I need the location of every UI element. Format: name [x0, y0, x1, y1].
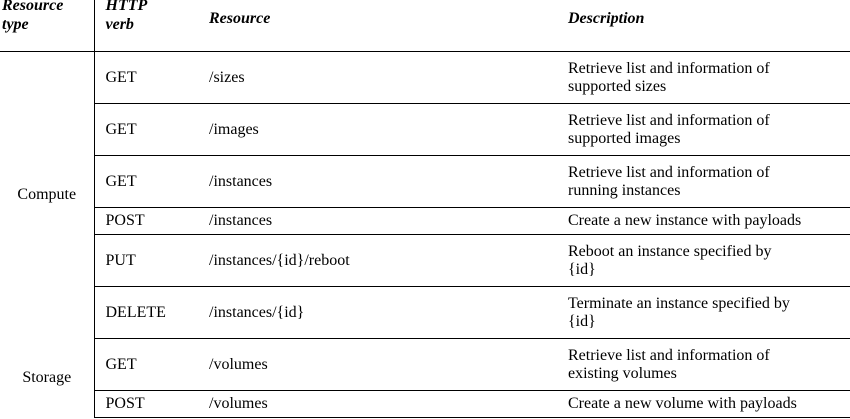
- table-row: [0, 391, 850, 418]
- http-verb-cell: GET: [94, 104, 201, 156]
- description-cell: [561, 52, 850, 104]
- description-line: Retrieve list and information of: [568, 346, 770, 364]
- description-line: existing volumes: [568, 364, 677, 382]
- table-row: [0, 235, 850, 287]
- description-line: {id}: [568, 312, 596, 330]
- description-line: running instances: [568, 181, 681, 199]
- resource-path-cell: /images: [201, 104, 561, 156]
- description-line: Reboot an instance specified by: [568, 242, 772, 260]
- table-row: [0, 339, 850, 391]
- header-resource: Resource: [201, 0, 561, 52]
- resource-path-cell: /instances: [201, 208, 561, 235]
- resource-path-cell: /instances/{id}/reboot: [201, 235, 561, 287]
- description-line: supported images: [568, 129, 681, 147]
- table-body: [0, 52, 850, 418]
- http-verb-cell: GET: [94, 52, 201, 104]
- table-row: [0, 287, 850, 339]
- resource-path-cell: /volumes: [201, 391, 561, 418]
- header-description: Description: [561, 0, 850, 52]
- description-cell: [561, 104, 850, 156]
- table-row: [0, 104, 850, 156]
- header-resource-type-line-2: type: [2, 16, 29, 33]
- description-cell: [561, 235, 850, 287]
- description-line: Retrieve list and information of: [568, 59, 770, 77]
- description-line: Retrieve list and information of: [568, 111, 770, 129]
- table-header: [0, 0, 850, 52]
- description-cell: [561, 339, 850, 391]
- resource-type-cell: Compute: [17, 186, 77, 204]
- header-resource-type-line-1: Resource: [2, 0, 64, 14]
- header-http-verb: [94, 0, 201, 48]
- table-row: [0, 156, 850, 208]
- description-cell: [561, 391, 850, 418]
- resource-path-cell: /instances: [201, 156, 561, 208]
- description-cell: [561, 208, 850, 235]
- resource-path-cell: /sizes: [201, 52, 561, 104]
- header-resource-type: [0, 0, 94, 48]
- description-line: {id}: [568, 260, 596, 278]
- description-line: supported sizes: [568, 77, 667, 95]
- http-verb-cell: DELETE: [94, 287, 201, 339]
- http-verb-cell: POST: [94, 208, 201, 235]
- description-line: Retrieve list and information of: [568, 163, 770, 181]
- http-verb-cell: PUT: [94, 235, 201, 287]
- header-http-verb-line-2: verb: [105, 16, 134, 33]
- description-cell: [561, 287, 850, 339]
- header-row: [0, 0, 850, 52]
- resource-path-cell: /volumes: [201, 339, 561, 391]
- description-line: Terminate an instance specified by: [568, 294, 790, 312]
- description-line: Create a new volume with payloads: [568, 395, 797, 412]
- table-row: [0, 208, 850, 235]
- resource-path-cell: /instances/{id}: [201, 287, 561, 339]
- description-cell: [561, 156, 850, 208]
- table-row: [0, 52, 850, 104]
- http-verb-cell: POST: [94, 391, 201, 418]
- description-line: Create a new instance with payloads: [568, 212, 802, 229]
- http-verb-cell: GET: [94, 156, 201, 208]
- header-http-verb-line-1: HTTP: [105, 0, 148, 14]
- resource-type-cell: Storage: [22, 369, 72, 386]
- http-verb-cell: GET: [94, 339, 201, 391]
